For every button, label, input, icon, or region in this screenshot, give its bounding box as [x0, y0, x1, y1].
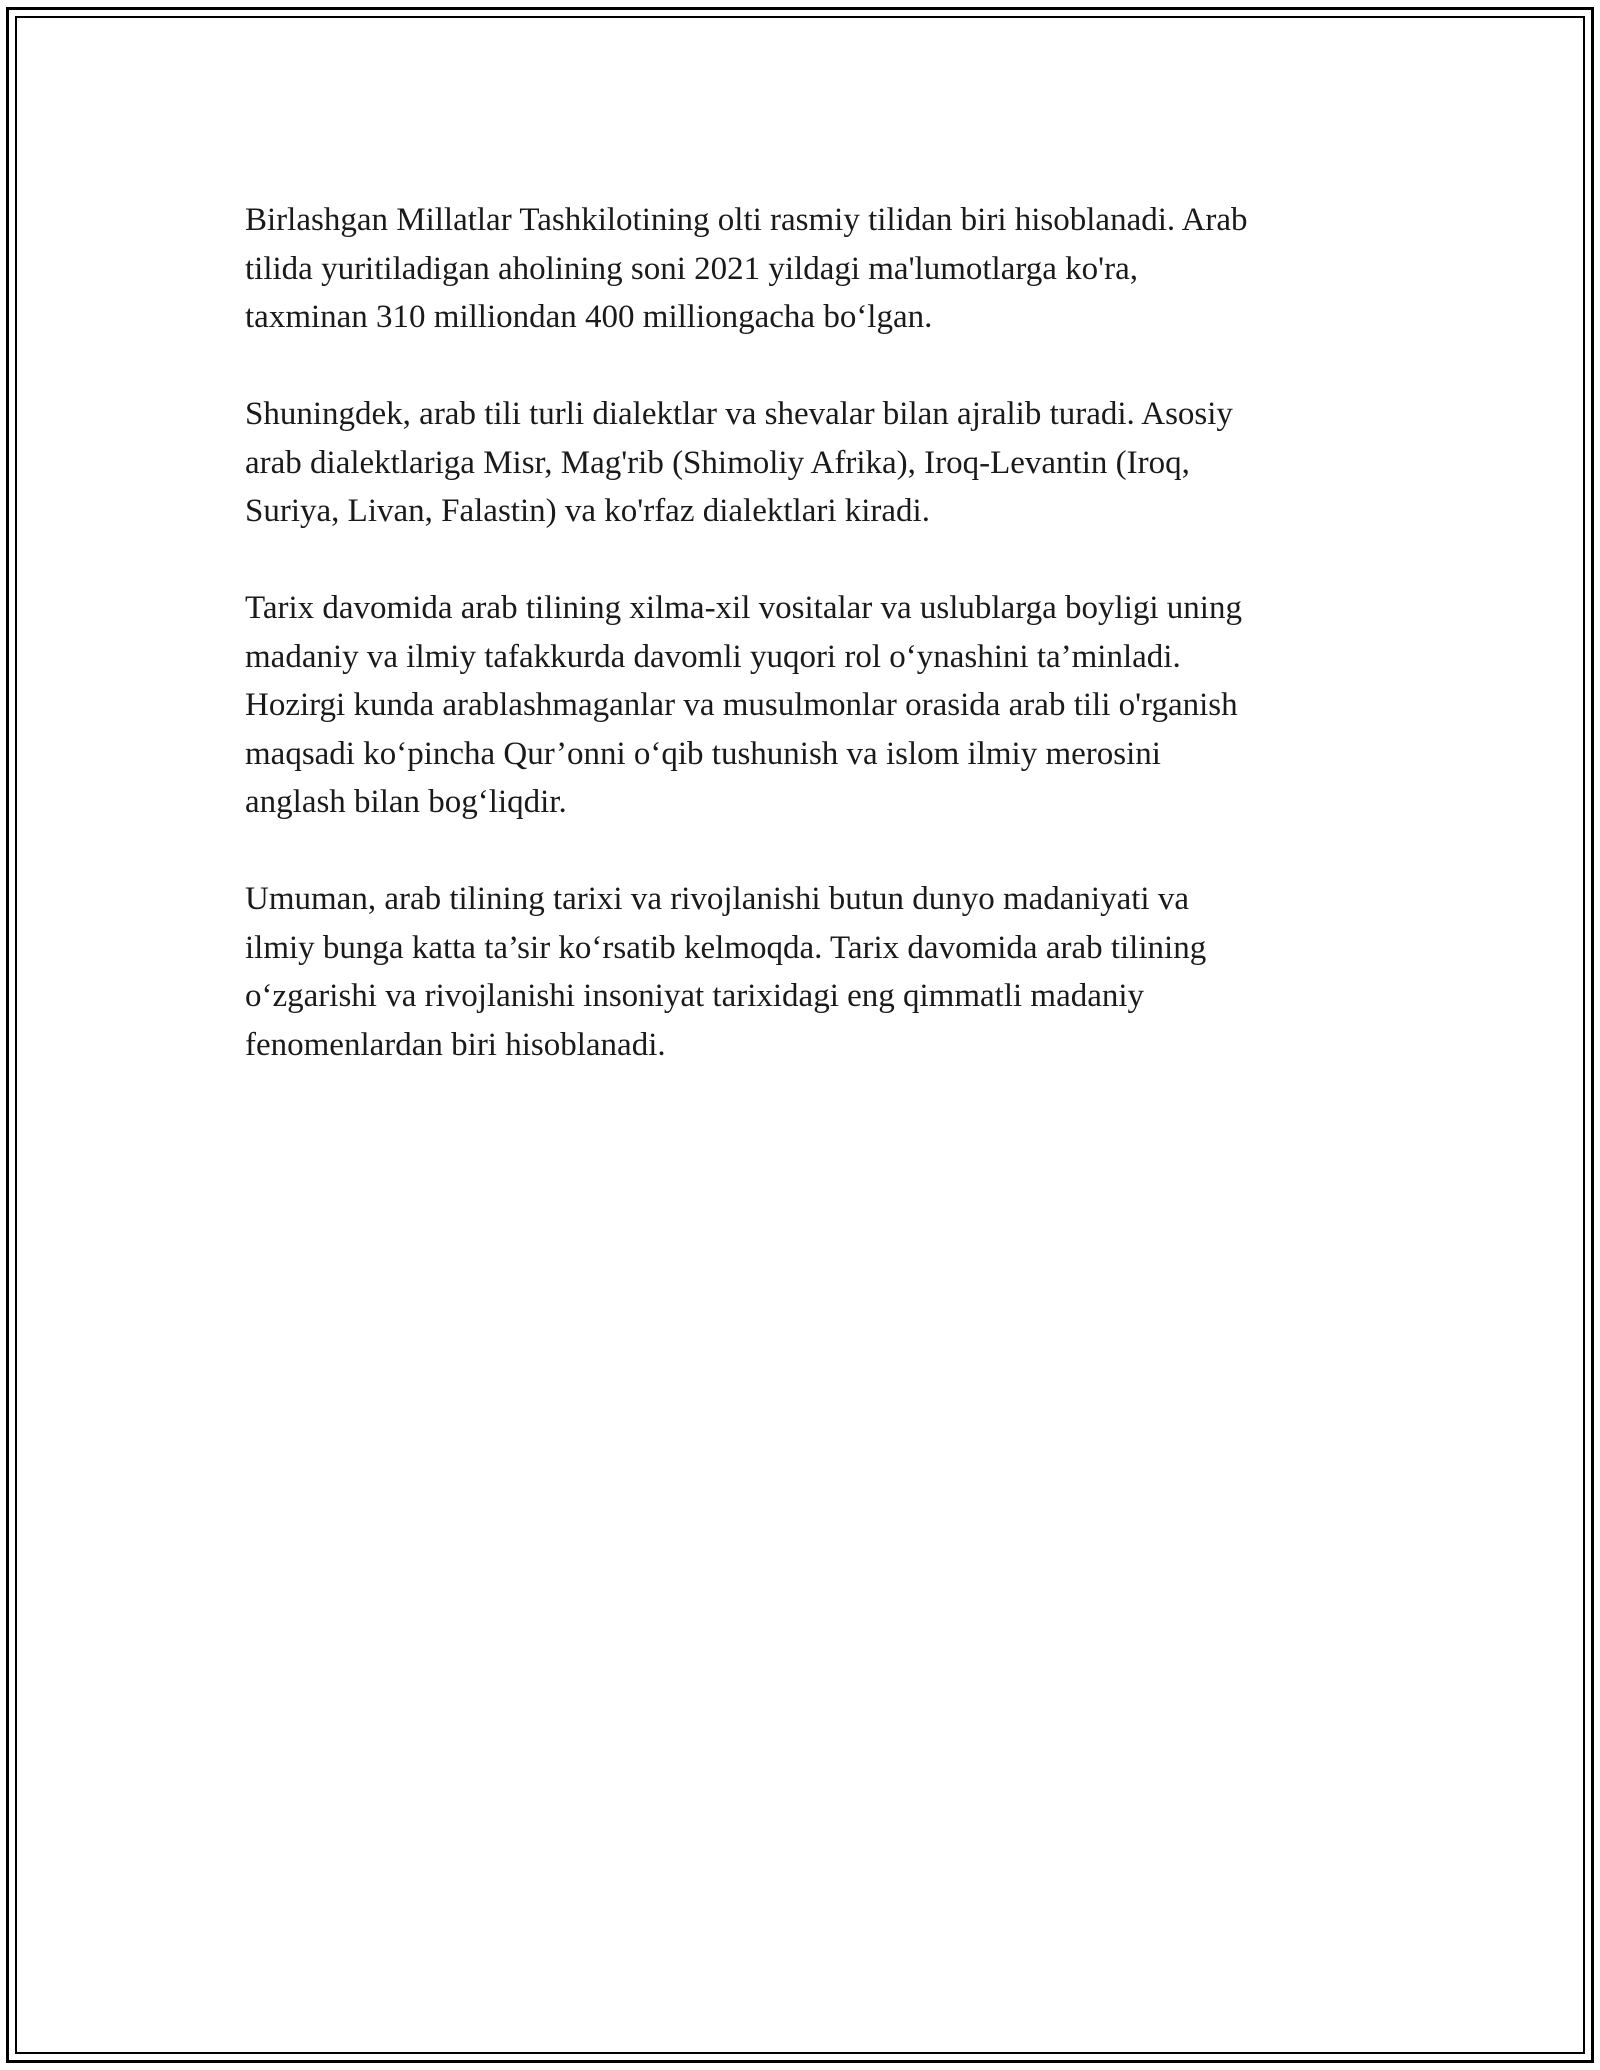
- paragraph-line: Umuman, arab tilining tarixi va rivojlanishi butun dunyo madaniyati va: [245, 881, 1189, 917]
- document-page: [6, 7, 1594, 2063]
- paragraph-line: maqsadi ko‘pincha Qur’onni o‘qib tushunish va islom ilmiy merosini: [245, 735, 1161, 772]
- paragraph-3: [245, 584, 1375, 827]
- paragraph-line: ilmiy bunga katta ta’sir ko‘rsatib kelmoqda. Tarix davomida arab tilining: [245, 929, 1207, 966]
- paragraph-line: Hozirgi kunda arablashmaganlar va musulmonlar orasida arab tili o'rganish: [245, 687, 1238, 723]
- paragraph-line: Suriya, Livan, Falastin) va ko'rfaz dialektlari kiradi.: [245, 493, 930, 529]
- paragraph-line: arab dialektlariga Misr, Mag'rib (Shimoliy Afrika), Iroq-Levantin (Iroq,: [245, 444, 1190, 481]
- paragraph-line: o‘zgarishi va rivojlanishi insoniyat tarixidagi eng qimmatli madaniy: [245, 978, 1145, 1014]
- paragraph-line: tilida yuritiladigan aholining soni 2021 yildagi ma'lumotlarga ko'ra,: [245, 250, 1138, 287]
- paragraph-line: Shuningdek, arab tili turli dialektlar va shevalar bilan ajralib turadi. Asosiy: [245, 396, 1233, 432]
- paragraph-line: Tarix davomida arab tilining xilma-xil vositalar va uslublarga boyligi uning: [245, 590, 1242, 626]
- document-body: [245, 196, 1375, 1118]
- paragraph-line: fenomenlardan biri hisoblanadi.: [245, 1026, 666, 1063]
- paragraph-line: taxminan 310 milliondan 400 milliongacha bo‘lgan.: [245, 299, 933, 335]
- paragraph-4: [245, 875, 1375, 1069]
- paragraph-line: madaniy va ilmiy tafakkurda davomli yuqori rol o‘ynashini ta’minladi.: [245, 638, 1181, 675]
- paragraph-line: Birlashgan Millatlar Tashkilotining olti rasmiy tilidan biri hisoblanadi. Arab: [245, 202, 1248, 238]
- paragraph-2: [245, 390, 1375, 536]
- paragraph-line: anglash bilan bog‘liqdir.: [245, 784, 567, 820]
- paragraph-1: [245, 196, 1375, 342]
